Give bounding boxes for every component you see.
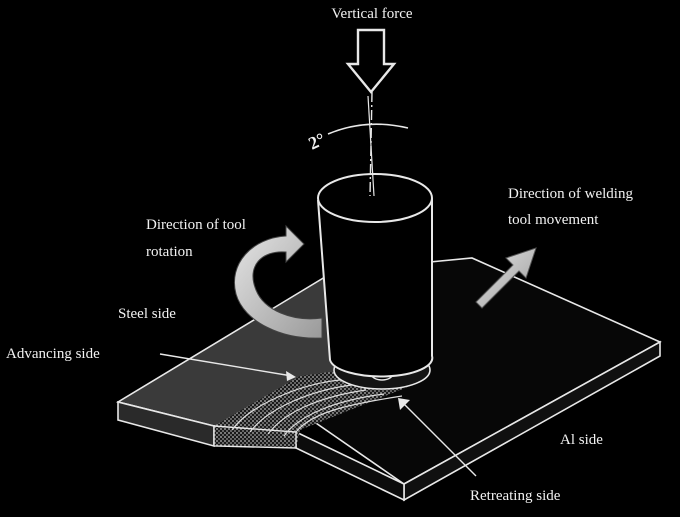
tilt-angle-label: 2° [305, 128, 329, 154]
welding-direction-label-line2: tool movement [508, 212, 599, 228]
steel-side-label: Steel side [118, 306, 176, 322]
vertical-force-label: Vertical force [331, 6, 413, 22]
tool-rotation-arrow-icon [234, 226, 322, 338]
al-side-label: Al side [560, 432, 603, 448]
tilt-angle [305, 124, 408, 153]
welding-direction-label-line1: Direction of welding [508, 186, 633, 202]
welding-tool [318, 92, 432, 376]
advancing-side-label: Advancing side [6, 346, 100, 362]
retreating-side-label: Retreating side [470, 488, 561, 504]
vertical-force-arrow-icon [348, 30, 394, 92]
tool-rotation-label-line1: Direction of tool [146, 217, 246, 233]
tool-rotation-label-line2: rotation [146, 244, 193, 260]
